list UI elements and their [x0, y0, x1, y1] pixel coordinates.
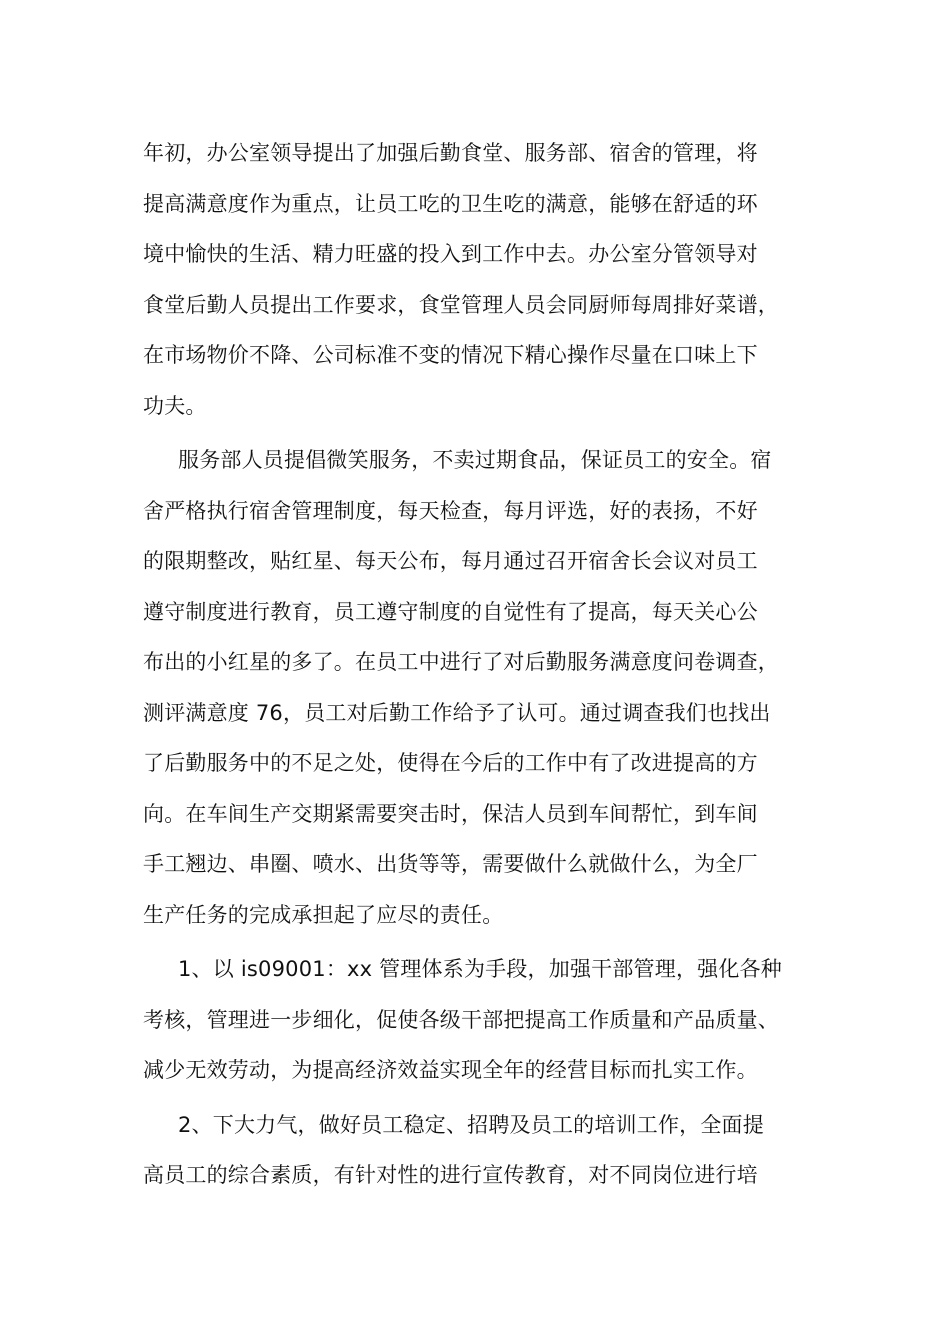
text-line: 在市场物价不降、公司标准不变的情况下精心操作尽量在口味上下	[143, 343, 758, 367]
text-line: 舍严格执行宿舍管理制度，每天检查，每月评选，好的表扬，不好	[143, 498, 758, 523]
text-line: 生产任务的完成承担起了应尽的责任。	[143, 902, 504, 927]
text-line: 提高满意度作为重点，让员工吃的卫生吃的满意，能够在舒适的环	[143, 191, 758, 216]
text-line: 了后勤服务中的不足之处，使得在今后的工作中有了改进提高的方	[143, 751, 758, 775]
text-line: 食堂后勤人员提出工作要求，食堂管理人员会同厨师每周排好菜谱，	[143, 292, 779, 317]
document-body	[143, 128, 808, 1205]
text-line: 1、以 is09001：xx 管理体系为手段，加强干部管理，强化各种	[178, 957, 782, 981]
text-line: 布出的小红星的多了。在员工中进行了对后勤服务满意度问卷调查，	[143, 650, 779, 674]
paragraph-cafeteria-management	[143, 128, 808, 431]
paragraph-item-1	[143, 944, 808, 1096]
text-line: 境中愉快的生活、精力旺盛的投入到工作中去。办公室分管领导对	[143, 242, 758, 266]
text-line: 年初，办公室领导提出了加强后勤食堂、服务部、宿舍的管理，将	[143, 141, 758, 165]
paragraph-item-2	[143, 1100, 808, 1201]
text-line: 2、下大力气，做好员工稳定、招聘及员工的培训工作，全面提	[178, 1112, 764, 1137]
paragraph-service-dept	[143, 435, 808, 940]
text-line: 功夫。	[143, 393, 207, 418]
text-line: 遵守制度进行教育，员工遵守制度的自觉性有了提高，每天关心公	[143, 599, 758, 624]
text-line: 测评满意度 76，员工对后勤工作给予了认可。通过调查我们也找出	[143, 700, 771, 725]
text-line: 考核，管理进一步细化，促使各级干部把提高工作质量和产品质量、	[143, 1007, 779, 1032]
text-line: 服务部人员提倡微笑服务，不卖过期食品，保证员工的安全。宿	[178, 448, 772, 472]
text-line: 向。在车间生产交期紧需要突击时，保洁人员到车间帮忙，到车间	[143, 801, 758, 826]
text-line: 的限期整改，贴红星、每天公布，每月通过召开宿舍长会议对员工	[143, 549, 758, 573]
text-line: 手工翘边、串圈、喷水、出货等等，需要做什么就做什么，为全厂	[143, 852, 758, 876]
text-line: 高员工的综合素质，有针对性的进行宣传教育，对不同岗位进行培	[143, 1163, 758, 1187]
text-line: 减少无效劳动，为提高经济效益实现全年的经营目标而扎实工作。	[143, 1058, 758, 1082]
